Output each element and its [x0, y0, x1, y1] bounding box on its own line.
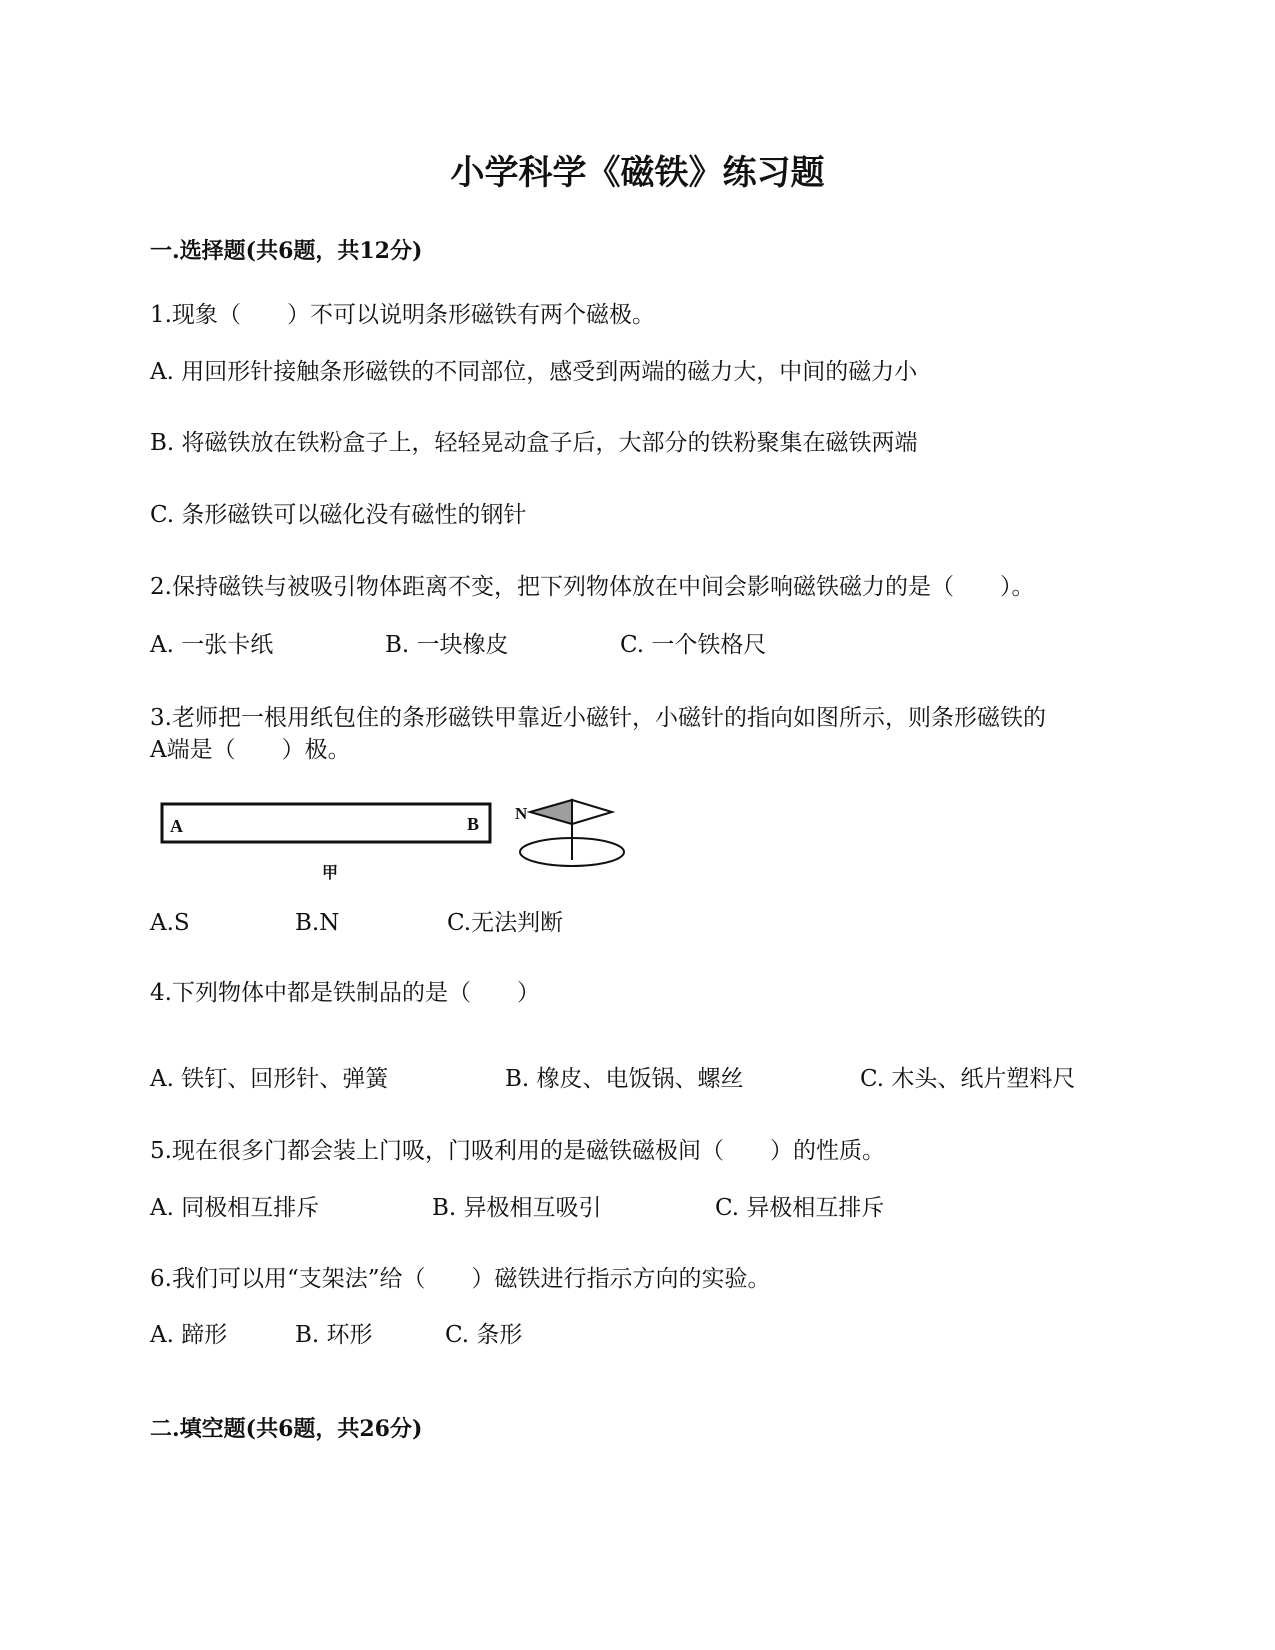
question-4-option-a: A. 铁钉、回形针、弹簧: [150, 1066, 389, 1092]
question-3-option-c: C.无法判断: [447, 910, 564, 936]
question-6-stem: 6.我们可以用“支架法”给（ ）磁铁进行指示方向的实验。: [150, 1266, 771, 1292]
question-4-option-c: C. 木头、纸片塑料尺: [860, 1066, 1076, 1092]
question-1-option-b: B. 将磁铁放在铁粉盒子上，轻轻晃动盒子后，大部分的铁粉聚集在磁铁两端: [150, 430, 918, 456]
compass-n-label: N: [515, 804, 528, 823]
question-3-option-b: B.N: [295, 910, 340, 936]
question-5-option-c: C. 异极相互排斥: [715, 1195, 885, 1221]
magnet-end-a-label: A: [170, 816, 183, 836]
question-6-option-c: C. 条形: [445, 1322, 523, 1348]
bar-magnet: [162, 804, 490, 842]
question-5-option-b: B. 异极相互吸引: [432, 1195, 602, 1221]
question-6-option-b: B. 环形: [295, 1322, 373, 1348]
question-2-stem: 2.保持磁铁与被吸引物体距离不变，把下列物体放在中间会影响磁铁磁力的是（ ）。: [150, 574, 1035, 600]
question-3-stem-line1: 3.老师把一根用纸包住的条形磁铁甲靠近小磁针，小磁针的指向如图所示，则条形磁铁的: [150, 705, 1046, 731]
magnet-compass-figure: [150, 798, 630, 888]
page-title: 小学科学《磁铁》练习题: [450, 153, 825, 193]
question-2-option-c: C. 一个铁格尺: [620, 632, 767, 658]
question-3-stem-line2: A端是（ ）极。: [150, 737, 351, 763]
question-6-option-a: A. 蹄形: [150, 1322, 228, 1348]
question-2-option-b: B. 一块橡皮: [385, 632, 509, 658]
compass-needle-south-half: [572, 800, 612, 824]
compass-needle-north-half: [530, 800, 572, 824]
section-heading-fill-in: 二.填空题(共6题，共26分): [150, 1416, 423, 1442]
section-heading-choice: 一.选择题(共6题，共12分): [150, 238, 423, 264]
question-1-option-a: A. 用回形针接触条形磁铁的不同部位，感受到两端的磁力大，中间的磁力小: [150, 359, 918, 385]
question-5-stem: 5.现在很多门都会装上门吸，门吸利用的是磁铁磁极间（ ）的性质。: [150, 1138, 885, 1164]
magnet-end-b-label: B: [467, 814, 480, 834]
question-3-option-a: A.S: [150, 910, 190, 936]
magnet-name-label: 甲: [322, 863, 339, 882]
question-4-option-b: B. 橡皮、电饭锅、螺丝: [505, 1066, 744, 1092]
question-5-option-a: A. 同极相互排斥: [150, 1195, 320, 1221]
question-2-option-a: A. 一张卡纸: [150, 632, 274, 658]
question-4-stem: 4.下列物体中都是铁制品的是（ ）: [150, 980, 540, 1006]
question-1-stem: 1.现象（ ）不可以说明条形磁铁有两个磁极。: [150, 302, 655, 328]
question-1-option-c: C. 条形磁铁可以磁化没有磁性的钢针: [150, 502, 527, 528]
